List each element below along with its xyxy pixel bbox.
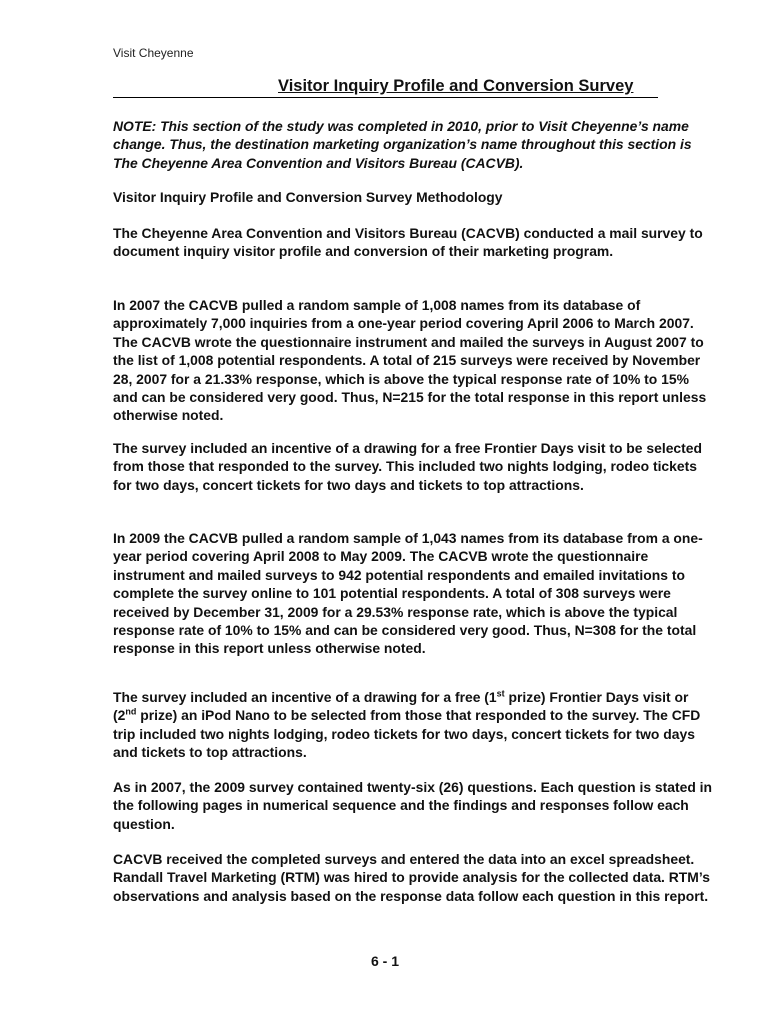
superscript-nd: nd	[125, 706, 137, 717]
paragraph-2: In 2007 the CACVB pulled a random sample of 1,008 names from its database of approximately 7,000 inquiries from a one-year period covering April 2006 to March 2007. The CACVB wrote the questionnaire instrument and mailed the surveys in August 2007 to the list of 1,008 potential respondents. A total of 215 surveys were received by November 28, 2007 for a 21.33% response, which is above the typical response rate of 10% to 15% and can be considered very good. Thus, N=215 for the total response in this report unless otherwise noted.	[113, 297, 707, 424]
paragraph-5-part-a: The survey included an incentive of a drawing for a free (1	[113, 689, 497, 705]
paragraph-5	[113, 688, 713, 762]
paragraph-5-part-b: prize) Frontier Days visit or (2	[113, 689, 689, 724]
paragraph-6: As in 2007, the 2009 survey contained twenty-six (26) questions. Each question is stated in the following pages in numerical sequence and the findings and responses follow each question.	[113, 779, 713, 832]
note-paragraph: NOTE: This section of the study was completed in 2010, prior to Visit Cheyenne’s name change. Thus, the destination marketing organization’s name throughout this section is The Cheyenne Area Convention and Visitors Bureau (CACVB).	[113, 118, 692, 171]
page-title: Visitor Inquiry Profile and Conversion Survey	[278, 77, 634, 95]
paragraph-4: In 2009 the CACVB pulled a random sample of 1,043 names from its database from a one-year period covering April 2008 to May 2009. The CACVB wrote the questionnaire instrument and mailed surveys to 942 potential respondents and emailed invitations to complete the survey online to 101 potential respondents. A total of 308 surveys were received by December 31, 2009 for a 29.53% response rate, which is above the typical response rate of 10% to 15% and can be considered very good. Thus, N=308 for the total response in this report unless otherwise noted.	[113, 530, 703, 657]
running-header: Visit Cheyenne	[113, 46, 194, 60]
section-subheading: Visitor Inquiry Profile and Conversion Survey Methodology	[113, 189, 503, 205]
superscript-st: st	[496, 688, 505, 699]
paragraph-5-part-c: prize) an iPod Nano to be selected from those that responded to the survey. The CFD trip included two nights lodging, rodeo tickets for two days, concert tickets for two days and tickets to top attractions.	[113, 707, 701, 761]
page-number: 6 - 1	[370, 953, 399, 969]
paragraph-1: The Cheyenne Area Convention and Visitors Bureau (CACVB) conducted a mail survey to document inquiry visitor profile and conversion of their marketing program.	[113, 225, 703, 260]
title-rule	[113, 77, 658, 98]
paragraph-7: CACVB received the completed surveys and entered the data into an excel spreadsheet. Randall Travel Marketing (RTM) was hired to provide analysis for the collected data. RTM’s observations and analysis based on the response data follow each question in this report.	[113, 851, 710, 904]
paragraph-3: The survey included an incentive of a drawing for a free Frontier Days visit to be selected from those that responded to the survey. This included two nights lodging, rodeo tickets for two days, concert tickets for two days and tickets to top attractions.	[113, 440, 702, 493]
